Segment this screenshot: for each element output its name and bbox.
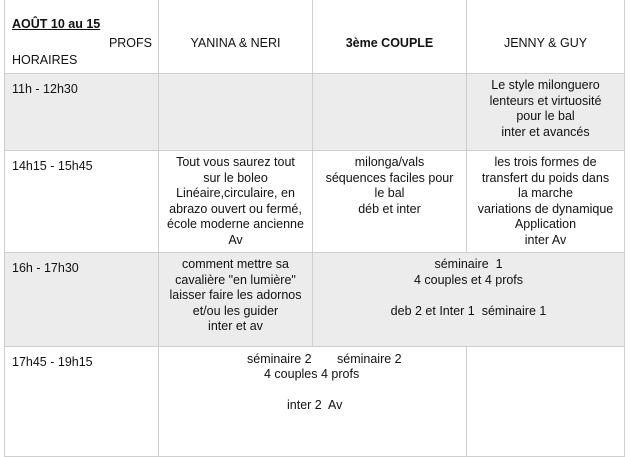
cell-line: les trois formes de — [494, 155, 597, 169]
cell-line: inter et avancés — [501, 124, 590, 139]
cell-line: Linéaire,circulaire, en — [176, 186, 295, 200]
cell-line: transfert du poids dans — [481, 170, 610, 185]
table-row — [5, 151, 625, 253]
header-jenny-guy: JENNY & GUY — [467, 0, 625, 74]
seminar-2-label-b: séminaire 2 — [337, 352, 402, 366]
cell-line: Tout vous saurez tout — [176, 155, 295, 169]
cell-line: le bal — [374, 186, 405, 200]
header-third-couple: 3ème COUPLE — [313, 0, 467, 74]
header-row — [5, 0, 625, 74]
time-cell — [5, 74, 159, 151]
cell-yanina-neri — [159, 253, 313, 347]
cell-text — [313, 253, 624, 319]
horaires-label: HORAIRES — [12, 53, 78, 67]
cell-jenny-guy — [467, 74, 625, 151]
cell-text — [467, 74, 624, 140]
time-cell — [5, 347, 159, 457]
time-label: 17h45 - 19h15 — [12, 355, 93, 369]
cell-yanina-neri — [159, 151, 313, 253]
seminar-2-detail: 4 couples 4 profs — [264, 367, 360, 381]
cell-jenny-guy — [467, 347, 625, 457]
table-row — [5, 253, 625, 347]
cell-line: inter et av — [208, 319, 263, 333]
cell-third-couple — [313, 74, 467, 151]
cell-line: variations de dynamique — [477, 201, 614, 216]
profs-label: PROFS — [108, 36, 152, 50]
time-cell — [5, 253, 159, 347]
cell-yanina-neri — [159, 74, 313, 151]
time-label: 16h - 17h30 — [12, 261, 79, 275]
cell-text — [159, 74, 312, 78]
cell-line: la marche — [518, 186, 573, 200]
cell-text — [159, 253, 312, 335]
cell-jenny-guy — [467, 151, 625, 253]
header-corner-cell — [5, 0, 159, 74]
time-label: 14h15 - 15h45 — [12, 159, 93, 173]
cell-line: deb 2 et Inter 1 séminaire 1 — [390, 303, 547, 318]
cell-text — [313, 74, 466, 78]
cell-line: école moderne ancienne — [167, 217, 304, 231]
cell-line: Application — [514, 217, 577, 231]
cell-line: déb et inter — [358, 201, 421, 216]
cell-line: séminaire 1 — [434, 257, 503, 271]
header-yanina-neri: YANINA & NERI — [159, 0, 313, 74]
cell-seminar-1 — [313, 253, 625, 347]
cell-line: sur le boleo — [203, 170, 268, 185]
cell-line — [313, 288, 624, 304]
schedule-table — [4, 0, 625, 457]
cell-line: séquences faciles pour — [325, 170, 454, 185]
cell-line: Av — [228, 232, 243, 247]
cell-line: abrazo ouvert ou fermé, — [169, 201, 302, 216]
seminar-2-label-a: séminaire 2 — [247, 352, 312, 366]
cell-line: laisser faire les adornos — [169, 288, 302, 302]
cell-line: et/ou les guider — [192, 303, 279, 318]
cell-line: milonga/vals — [354, 155, 425, 169]
cell-text — [467, 347, 624, 351]
cell-line: 4 couples et 4 profs — [413, 272, 524, 287]
table-row — [5, 347, 625, 457]
cell-line: cavalière "en lumière" — [175, 272, 296, 287]
cell-seminar-2 — [159, 347, 467, 457]
table-row — [5, 74, 625, 151]
time-label: 11h - 12h30 — [12, 82, 78, 96]
cell-line: comment mettre sa — [182, 257, 289, 271]
cell-line: lenteurs et virtuosité — [489, 93, 602, 108]
cell-text — [313, 151, 466, 217]
cell-line: Le style milonguero — [491, 78, 600, 92]
month-title: AOÛT 10 au 15 — [12, 17, 101, 31]
cell-line: inter Av — [524, 232, 567, 247]
seminar-2-level: inter 2 Av — [287, 398, 343, 412]
time-cell — [5, 151, 159, 253]
cell-line: pour le bal — [516, 109, 575, 123]
cell-text — [159, 151, 312, 248]
cell-third-couple — [313, 151, 467, 253]
cell-text — [467, 151, 624, 248]
